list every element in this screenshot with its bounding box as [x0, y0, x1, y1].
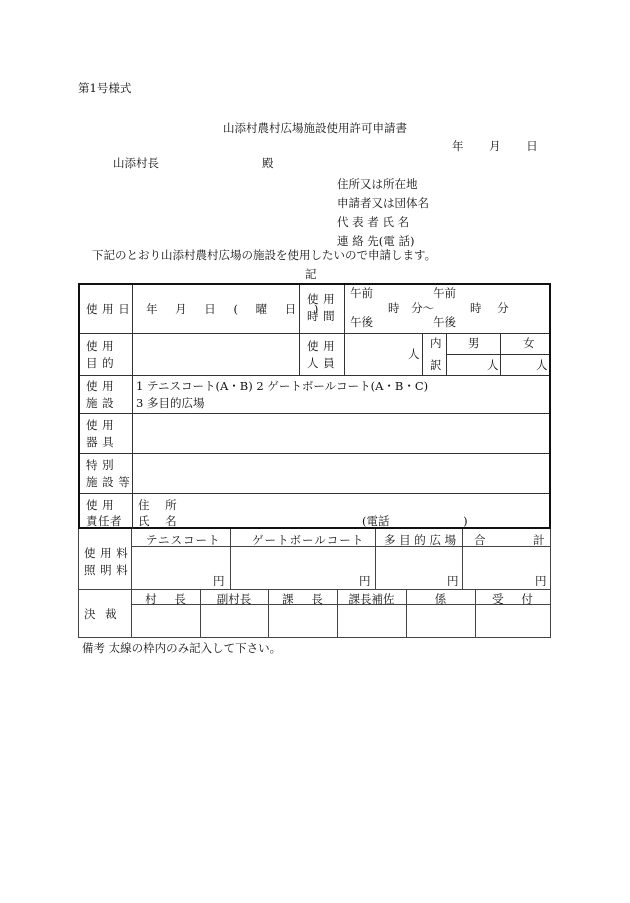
people-count[interactable]: 人 — [408, 347, 420, 361]
intro-text: 下記のとおり山添村農村広場の施設を使用したいので申請します。 — [92, 248, 437, 262]
fee-label: 使 用 料 — [84, 546, 129, 560]
people-label: 人 員 — [307, 356, 336, 370]
male-header: 男 — [468, 336, 480, 350]
application-form — [78, 283, 551, 529]
row-divider — [80, 453, 549, 454]
row-divider — [80, 375, 549, 376]
approval-col-assistant-chief: 課長補佐 — [348, 592, 395, 606]
responsible-address[interactable]: 住 所 — [138, 498, 177, 512]
start-am[interactable]: 午前 — [350, 286, 373, 300]
honorific: 殿 — [262, 156, 274, 170]
applicant-address-field[interactable]: 住所又は所在地 — [337, 177, 418, 191]
end-am[interactable]: 午前 — [433, 286, 456, 300]
fee-gateball-amount[interactable]: 円 — [359, 574, 371, 588]
responsible-name[interactable]: 氏 名 — [138, 514, 177, 528]
purpose-label: 使 用 — [86, 339, 115, 353]
row-divider — [80, 413, 549, 414]
approval-col-section-chief: 課 長 — [282, 592, 323, 606]
label-column-divider — [132, 285, 133, 529]
fee-tennis-amount[interactable]: 円 — [213, 574, 225, 588]
row-divider — [80, 333, 549, 334]
fee-label: 照 明 料 — [84, 563, 129, 577]
fee-col-total: 合 計 — [474, 533, 545, 547]
fee-col-multipurpose: 多 目 的 広 場 — [384, 533, 457, 547]
remarks: 備考 太線の枠内のみ記入して下さい。 — [82, 641, 282, 655]
section-border — [78, 529, 79, 638]
date-line[interactable]: 年 月 日 — [452, 139, 538, 153]
people-label: 使 用 — [307, 339, 336, 353]
responsible-label: 使 用 — [86, 498, 115, 512]
facility-label: 使 用 — [86, 379, 115, 393]
female-count[interactable]: 人 — [536, 358, 548, 372]
approval-col-mayor: 村 長 — [145, 592, 186, 606]
usage-date-label: 使 用 日 — [86, 302, 131, 316]
responsible-phone[interactable]: (電話 ) — [362, 514, 468, 528]
special-facility-input[interactable] — [140, 457, 540, 489]
equipment-label: 器 具 — [86, 435, 115, 449]
approval-label: 決 裁 — [84, 607, 117, 621]
approval-col-staff: 係 — [434, 592, 447, 606]
column-divider — [344, 285, 345, 375]
facility-options[interactable]: 1 テニスコート(A・B) 2 ゲートボールコート(A・B・C) — [136, 379, 429, 393]
facility-options[interactable]: 3 多目的広場 — [136, 396, 205, 410]
end-time[interactable]: 時 分 — [470, 301, 509, 315]
section-divider — [78, 589, 551, 590]
fee-multipurpose-amount[interactable]: 円 — [447, 574, 459, 588]
equipment-label: 使 用 — [86, 418, 115, 432]
special-facility-label: 施 設 等 — [86, 475, 131, 489]
start-time[interactable]: 時 分〜 — [388, 301, 435, 315]
responsible-label: 責任者 — [86, 514, 122, 528]
breakdown-label: 内 — [430, 336, 442, 350]
breakdown-label: 訳 — [430, 358, 442, 372]
end-pm[interactable]: 午後 — [433, 315, 456, 329]
form-number: 第1号様式 — [78, 81, 132, 95]
fee-col-tennis: テニスコート — [146, 533, 221, 547]
usage-time-label: 使 用 — [307, 292, 336, 306]
approval-col-deputy-mayor: 副村長 — [216, 592, 252, 606]
addressee: 山添村長 — [113, 156, 159, 170]
fee-total-amount[interactable]: 円 — [535, 574, 547, 588]
male-count[interactable]: 人 — [487, 358, 499, 372]
equipment-input[interactable] — [140, 417, 540, 449]
applicant-name-field[interactable]: 申請者又は団体名 — [337, 196, 429, 210]
fee-col-gateball: ゲートボールコート — [252, 533, 365, 547]
row-divider — [80, 493, 549, 494]
usage-date-value[interactable]: 年 月 日 ( 曜 日 ) — [146, 302, 319, 316]
column-divider — [375, 529, 376, 589]
ki-heading: 記 — [305, 267, 317, 281]
usage-time-label: 時 間 — [307, 309, 336, 323]
breakdown-divider — [446, 354, 549, 355]
special-facility-label: 特 別 — [86, 458, 115, 472]
column-divider — [422, 333, 423, 375]
purpose-label: 目 的 — [86, 356, 115, 370]
representative-field[interactable]: 代 表 者 氏 名 — [337, 215, 410, 229]
facility-label: 施 設 — [86, 396, 115, 410]
purpose-input[interactable] — [140, 337, 290, 371]
section-border — [78, 637, 551, 638]
column-divider — [299, 285, 300, 375]
female-header: 女 — [523, 336, 535, 350]
approval-col-reception: 受 付 — [492, 592, 533, 606]
column-divider — [230, 529, 231, 589]
start-pm[interactable]: 午後 — [350, 315, 373, 329]
column-divider — [462, 529, 463, 589]
contact-phone-field[interactable]: 連 絡 先(電 話) — [337, 234, 415, 248]
form-title: 山添村農村広場施設使用許可申請書 — [223, 121, 407, 135]
